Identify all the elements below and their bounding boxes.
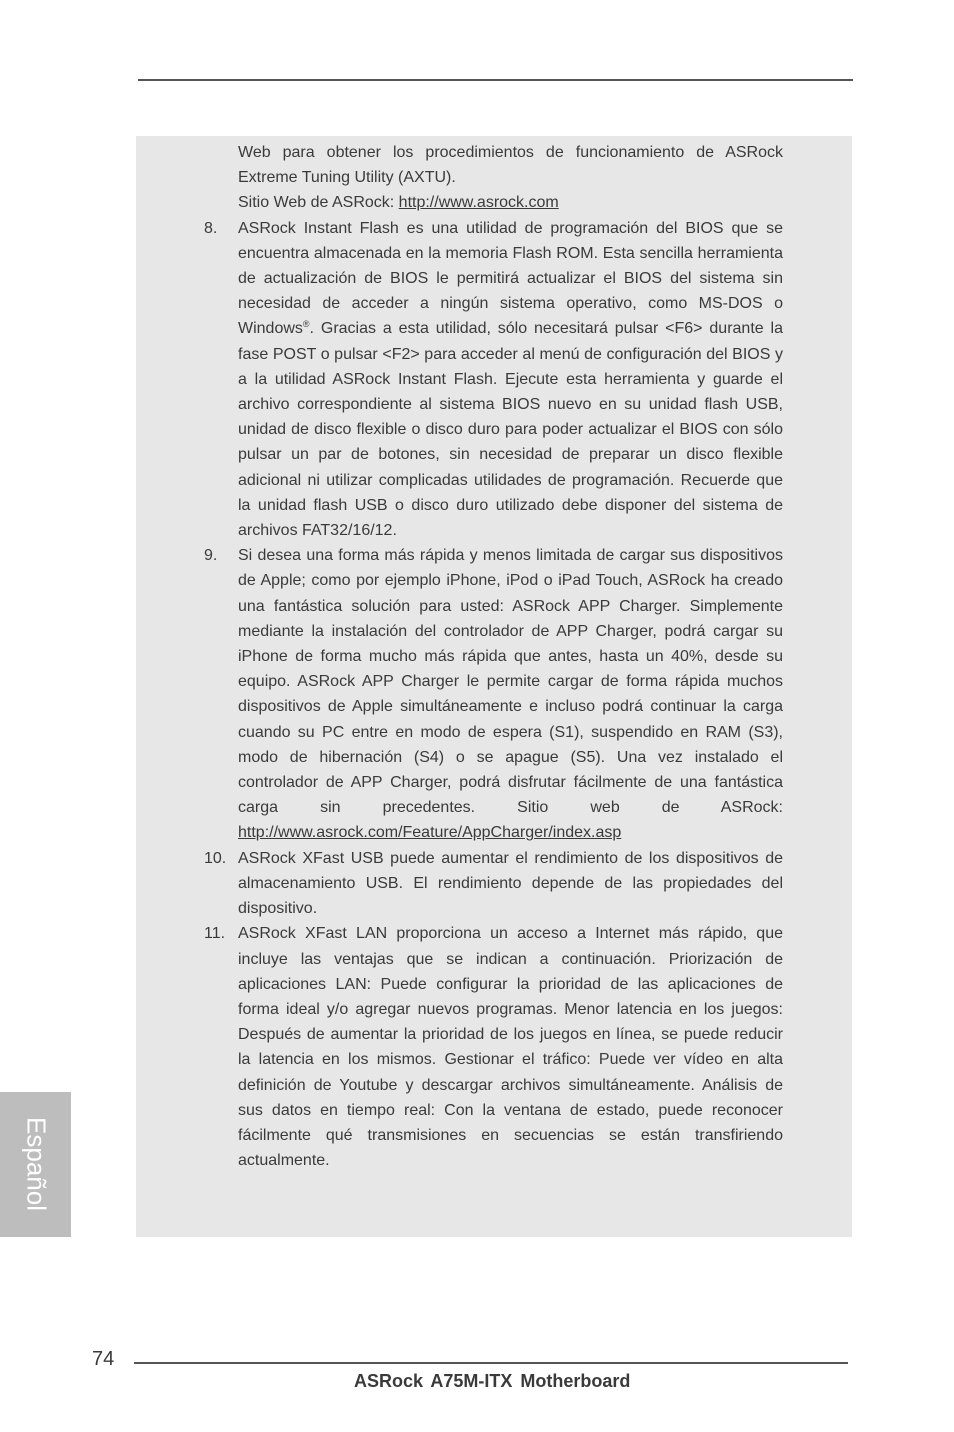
item-number: 11. [204, 925, 226, 943]
item-number: 9. [204, 547, 218, 565]
item-text: ASRock XFast USB puede aumentar el rendimiento de los dispositivos de almacenamiento USB. El rendimiento depende de las propiedades del dispositivo. [238, 849, 783, 918]
intro-site-line [238, 190, 783, 215]
intro-text: Web para obtener los procedimientos de funcionamiento de ASRock Extreme Tuning Utility (AXTU). [238, 144, 783, 187]
list-item-11 [204, 921, 783, 1173]
item-number: 10. [204, 849, 227, 867]
asrock-site-link[interactable]: http://www.asrock.com [398, 194, 559, 212]
site-label: Sitio Web de ASRock: [238, 194, 399, 212]
language-tab-label: Español [21, 1117, 52, 1211]
item-number: 8. [204, 219, 218, 237]
list-item-8 [204, 216, 783, 544]
item-text-part: Si desea una forma más rápida y menos limitada de cargar sus dispositivos de Apple; como por ejemplo iPhone, iPod o iPad Touch, ASRock ha creado una fantástica solución para usted: ASRock APP Charger. Simplemente mediante la instalación del controlador de APP Charger, podrá cargar su iPhone de forma mucho más rápida que antes, hasta un 40%, desde su equipo. ASRock APP Charger le permite cargar de forma rápida muchos dispositivos de Apple simultáneamente e incluso podrá continuar la carga cuando su PC entre en modo de espera (S1), suspendido en RAM (S3), modo de hibernación (S4) o se apague (S5). Una vez instalado el controlador de APP Charger, podrá disfrutar fácilmente de una fantástica carga sin precedentes. Sitio web de ASRock: [238, 547, 783, 817]
app-charger-link[interactable]: http://www.asrock.com/Feature/AppCharger/index.asp [238, 824, 622, 842]
registered-mark: ® [302, 319, 310, 330]
manual-text [204, 140, 783, 1173]
item-text [238, 216, 783, 544]
list-item-10 [204, 846, 783, 922]
list-item-9 [204, 543, 783, 845]
top-divider [138, 79, 853, 81]
page-number: 74 [92, 1348, 115, 1370]
item-text: ASRock XFast LAN proporciona un acceso a Internet más rápido, que incluye las ventajas que se indican a continuación. Priorización de aplicaciones LAN: Puede configurar la prioridad de las aplicaciones de forma ideal y/o agregar nuevos programas. Menor latencia en los juegos: Después de aumentar la prioridad de los juegos en línea, se puede reducir la latencia en los mismos. Gestionar el tráfico: Puede ver vídeo en alta definición de Youtube y descargar archivos simultáneamente. Análisis de sus datos en tiempo real: Con la ventana de estado, puede reconocer fácilmente qué transmisiones en secuencias se están transfiriendo actualmente. [238, 925, 783, 1170]
bottom-divider [134, 1362, 848, 1364]
item-text-part: . Gracias a esta utilidad, sólo necesitará pulsar <F6> durante la fase POST o pulsar <F2> para acceder al menú de configuración del BIOS y a la utilidad ASRock Instant Flash. Ejecute esta herramienta y guarde el archivo correspondiente al sistema BIOS nuevo en su unidad flash USB, unidad de disco flexible o disco duro para poder actualizar el BIOS con sólo pulsar un par de botones, sin necesidad de preparar un disco flexible adicional ni utilizar complicadas utilidades de programación. Recuerde que la unidad flash USB o disco duro utilizado debe disponer del sistema de archivos FAT32/16/12. [238, 320, 783, 540]
item-text-part: ASRock Instant Flash es una utilidad de programación del BIOS que se encuentra almacenada en la memoria Flash ROM. Esta sencilla herramienta de actualización de BIOS le permitirá actualizar el BIOS del sistema sin necesidad de acceder a ningún sistema operativo, como MS-DOS o Windows [238, 219, 783, 338]
item-text [238, 543, 783, 845]
footer-title: ASRock A75M-ITX Motherboard [354, 1371, 631, 1391]
intro-paragraph [238, 140, 783, 216]
